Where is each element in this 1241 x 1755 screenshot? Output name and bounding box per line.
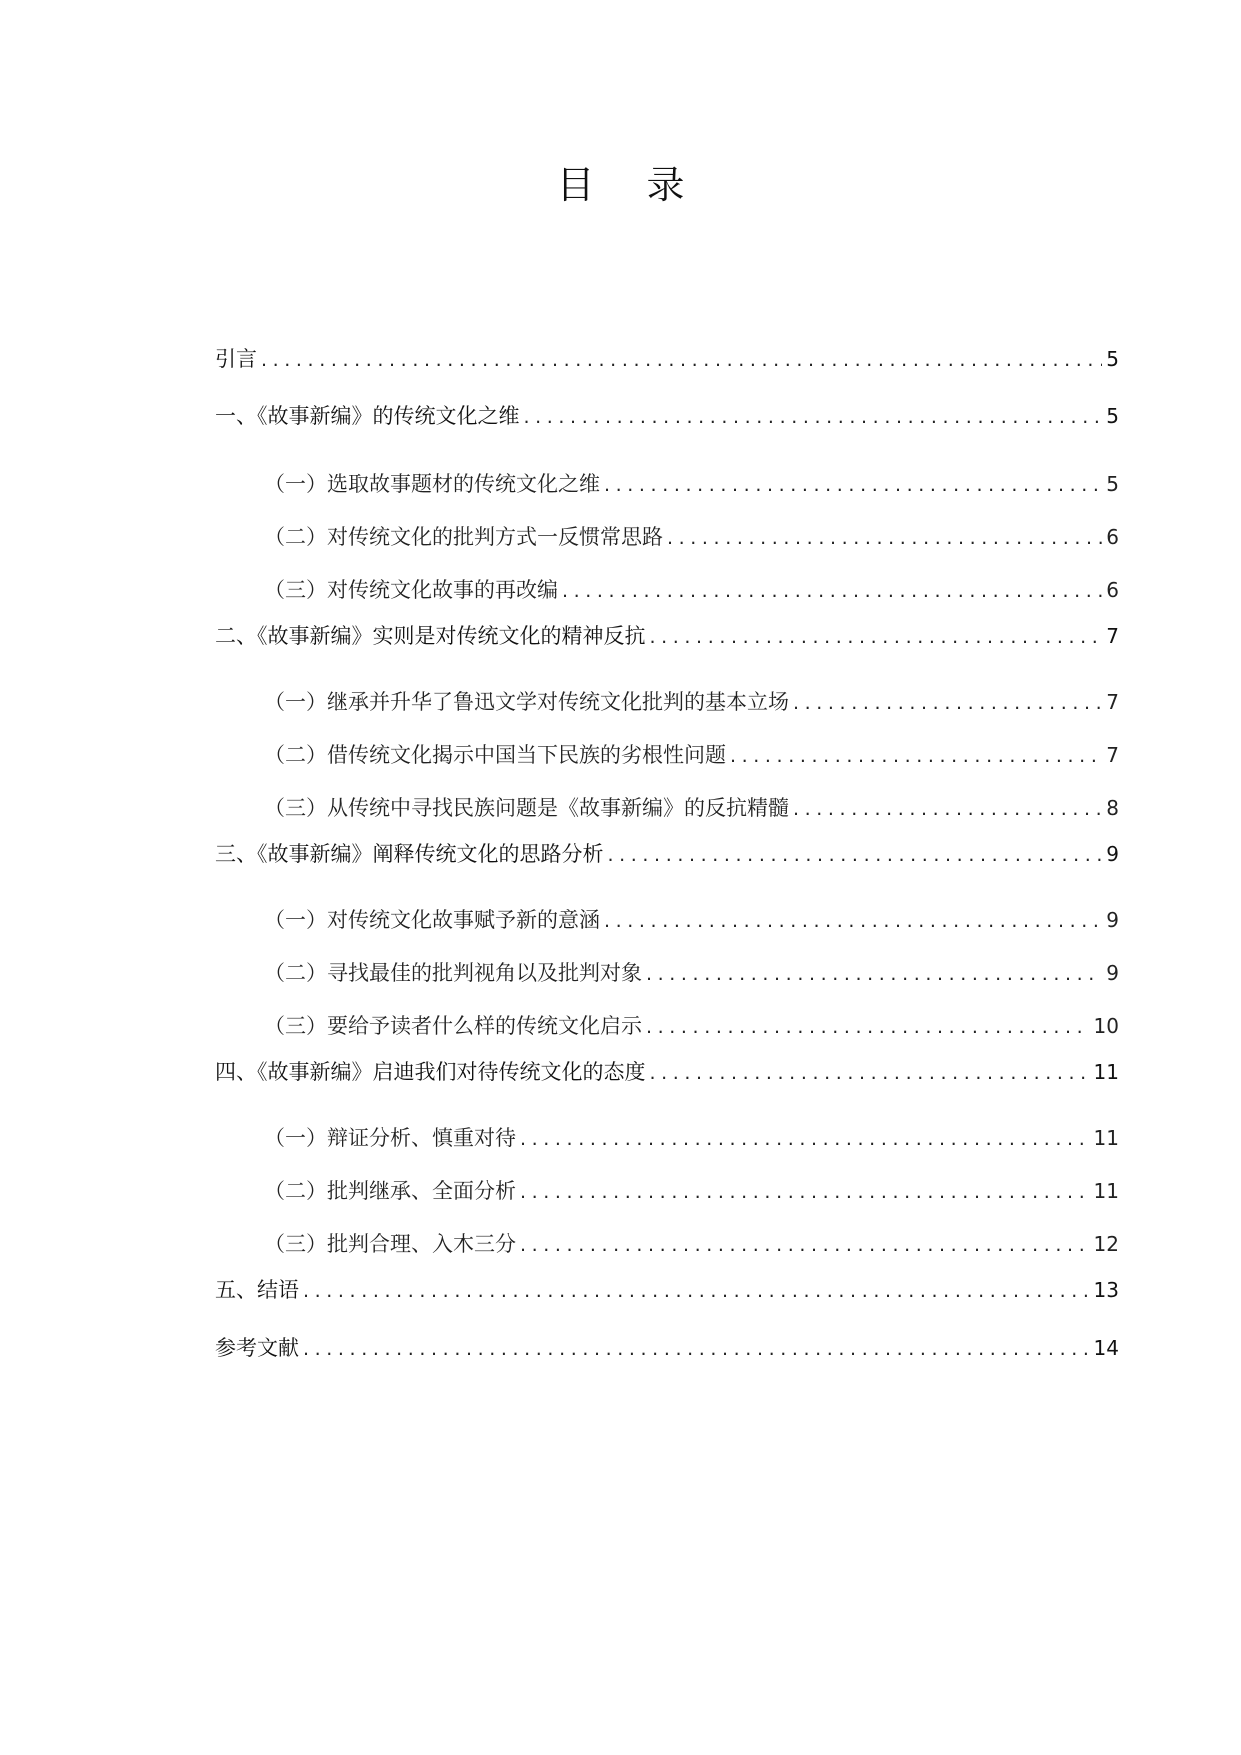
toc-entry-title: （二）寻找最佳的批判视角以及批判对象 xyxy=(264,961,642,985)
toc-entry-title: 一、《故事新编》的传统文化之维 xyxy=(215,404,520,428)
toc-chapter-entry[interactable] xyxy=(215,343,1119,375)
toc-entry-title: （一）继承并升华了鲁迅文学对传统文化批判的基本立场 xyxy=(264,690,789,714)
toc-page-number: 5 xyxy=(1106,404,1119,428)
toc-entry-title: （一）辩证分析、慎重对待 xyxy=(264,1126,516,1150)
toc-page-number: 10 xyxy=(1093,1014,1119,1038)
toc-page-number: 12 xyxy=(1093,1232,1119,1256)
toc-section-entry[interactable] xyxy=(264,1122,1119,1154)
page-title: 目录 xyxy=(556,163,737,207)
toc-dot-leader xyxy=(604,469,1102,501)
toc-section-entry[interactable] xyxy=(264,574,1119,606)
toc-entry-title: 参考文献 xyxy=(215,1336,299,1360)
toc-page-number: 8 xyxy=(1106,796,1119,820)
toc-dot-leader xyxy=(608,839,1103,871)
toc-dot-leader xyxy=(261,344,1102,376)
toc-entry-title: 四、《故事新编》启迪我们对待传统文化的态度 xyxy=(215,1060,646,1084)
toc-page-number: 14 xyxy=(1093,1336,1119,1360)
toc-dot-leader xyxy=(520,1176,1090,1208)
toc-section-entry[interactable] xyxy=(264,1175,1119,1207)
toc-entry-title: 引言 xyxy=(215,347,257,371)
toc-section-entry[interactable] xyxy=(264,1228,1119,1260)
toc-entry-title: （一）对传统文化故事赋予新的意涵 xyxy=(264,908,600,932)
toc-chapter-entry[interactable] xyxy=(215,838,1119,870)
toc-dot-leader xyxy=(650,621,1103,653)
toc-page-number: 11 xyxy=(1093,1060,1119,1084)
toc-dot-leader xyxy=(604,905,1102,937)
toc-dot-leader xyxy=(730,740,1102,772)
toc-page-number: 9 xyxy=(1106,908,1119,932)
toc-section-entry[interactable] xyxy=(264,957,1119,989)
toc-entry-title: （三）对传统文化故事的再改编 xyxy=(264,578,558,602)
toc-page-number: 7 xyxy=(1106,690,1119,714)
toc-entry-title: （二）借传统文化揭示中国当下民族的劣根性问题 xyxy=(264,743,726,767)
toc-page-number: 11 xyxy=(1093,1126,1119,1150)
toc-section-entry[interactable] xyxy=(264,468,1119,500)
toc-entry-title: 三、《故事新编》阐释传统文化的思路分析 xyxy=(215,842,604,866)
toc-page-number: 6 xyxy=(1106,578,1119,602)
toc-section-entry[interactable] xyxy=(264,521,1119,553)
toc-dot-leader xyxy=(793,687,1102,719)
toc-entry-title: （三）批判合理、入木三分 xyxy=(264,1232,516,1256)
toc-section-entry[interactable] xyxy=(264,739,1119,771)
toc-entry-title: 五、结语 xyxy=(215,1278,299,1302)
toc-entry-title: （二）批判继承、全面分析 xyxy=(264,1179,516,1203)
toc-page-number: 6 xyxy=(1106,525,1119,549)
toc-dot-leader xyxy=(520,1229,1090,1261)
toc-page-number: 5 xyxy=(1106,347,1119,371)
toc-dot-leader xyxy=(646,958,1102,990)
toc-entry-title: （三）要给予读者什么样的传统文化启示 xyxy=(264,1014,642,1038)
toc-dot-leader xyxy=(303,1333,1090,1365)
toc-chapter-entry[interactable] xyxy=(215,1056,1119,1088)
toc-dot-leader xyxy=(562,575,1102,607)
toc-page-number: 11 xyxy=(1093,1179,1119,1203)
toc-dot-leader xyxy=(650,1057,1090,1089)
toc-section-entry[interactable] xyxy=(264,904,1119,936)
toc-page-number: 7 xyxy=(1106,743,1119,767)
toc-dot-leader xyxy=(524,401,1103,433)
toc-section-entry[interactable] xyxy=(264,792,1119,824)
toc-chapter-entry[interactable] xyxy=(215,620,1119,652)
toc-dot-leader xyxy=(667,522,1102,554)
toc-chapter-entry[interactable] xyxy=(215,1274,1119,1306)
toc-page-number: 5 xyxy=(1106,472,1119,496)
toc-page-number: 9 xyxy=(1106,842,1119,866)
toc-entry-title: 二、《故事新编》实则是对传统文化的精神反抗 xyxy=(215,624,646,648)
toc-page-number: 7 xyxy=(1106,624,1119,648)
toc-section-entry[interactable] xyxy=(264,1010,1119,1042)
toc-entry-title: （三）从传统中寻找民族问题是《故事新编》的反抗精髓 xyxy=(264,796,789,820)
toc-chapter-entry[interactable] xyxy=(215,1332,1119,1364)
toc-dot-leader xyxy=(646,1011,1090,1043)
toc-dot-leader xyxy=(793,793,1102,825)
toc-page-number: 13 xyxy=(1093,1278,1119,1302)
toc-dot-leader xyxy=(303,1275,1090,1307)
toc-dot-leader xyxy=(520,1123,1090,1155)
toc-entry-title: （一）选取故事题材的传统文化之维 xyxy=(264,472,600,496)
toc-entry-title: （二）对传统文化的批判方式一反惯常思路 xyxy=(264,525,663,549)
toc-section-entry[interactable] xyxy=(264,686,1119,718)
toc-page-number: 9 xyxy=(1106,961,1119,985)
toc-chapter-entry[interactable] xyxy=(215,400,1119,432)
